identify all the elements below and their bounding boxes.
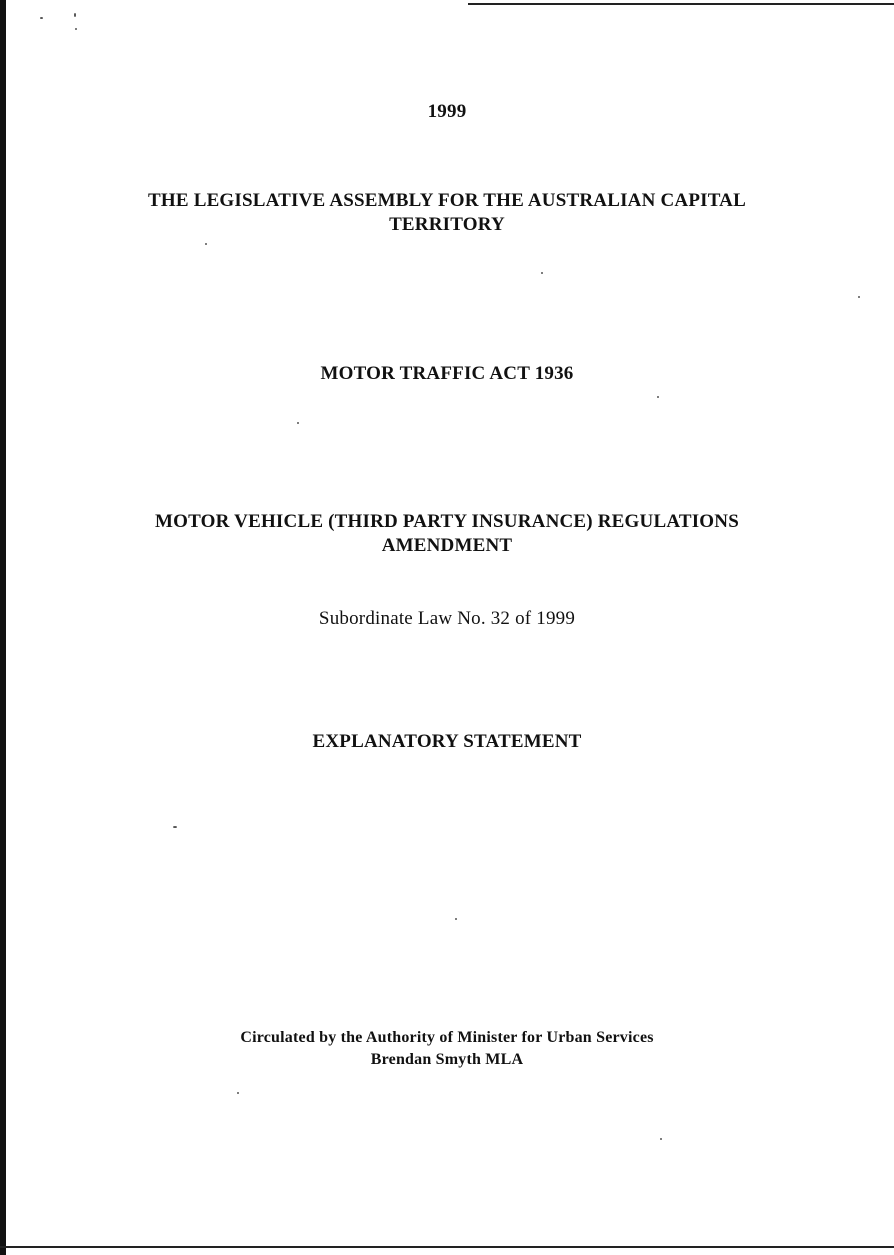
statement-heading: EXPLANATORY STATEMENT [312,731,582,752]
scan-speck [541,272,543,274]
scan-top-border [468,3,894,5]
document-year: 1999 [427,101,467,122]
scan-speck [660,1138,662,1140]
scan-bottom-border [0,1246,894,1248]
subordinate-law-number: Subordinate Law No. 32 of 1999 [318,608,576,629]
act-title: MOTOR TRAFFIC ACT 1936 [320,363,574,384]
scan-speck [75,28,77,30]
circulated-by-line: Circulated by the Authority of Minister for Urban Services [240,1029,654,1046]
scan-speck [205,243,207,245]
regulation-title-line-1: MOTOR VEHICLE (THIRD PARTY INSURANCE) REGULATIONS [155,511,739,532]
scan-speck [297,422,299,424]
assembly-title-line-1: THE LEGISLATIVE ASSEMBLY FOR THE AUSTRALIAN CAPITAL [148,190,746,211]
scan-speck [657,396,659,398]
minister-name: Brendan Smyth MLA [370,1051,524,1068]
scan-speck [40,17,43,19]
scan-speck [74,13,76,17]
scan-speck [858,296,860,298]
assembly-title-line-2: TERRITORY [389,214,505,235]
scan-speck [237,1092,239,1094]
regulation-title-line-2: AMENDMENT [381,535,513,556]
scan-speck [173,826,177,828]
scan-speck [455,918,457,920]
